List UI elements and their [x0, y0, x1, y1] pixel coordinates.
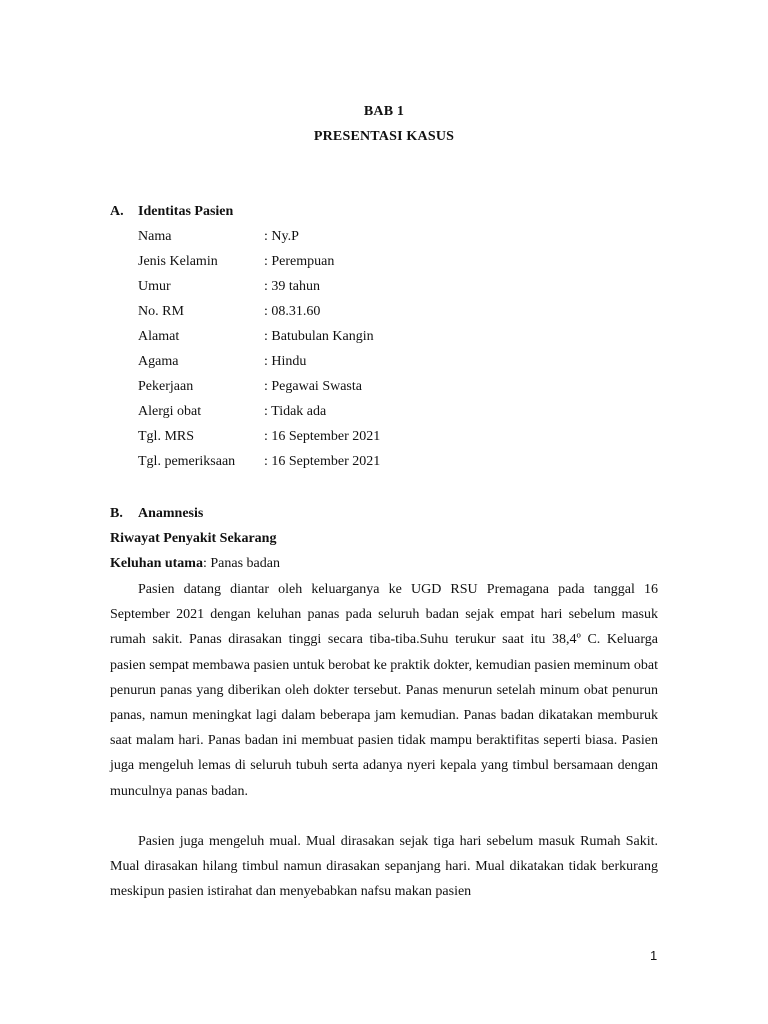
chapter-label: BAB 1	[363, 104, 405, 119]
identity-row-tgl-mrs	[138, 429, 438, 449]
identity-label: Alamat	[138, 329, 180, 344]
identity-row-tgl-pemeriksaan	[138, 454, 438, 474]
identity-label: Jenis Kelamin	[138, 254, 218, 269]
keluhan-label: Keluhan utama	[110, 556, 203, 571]
identity-label: Tgl. pemeriksaan	[138, 454, 236, 469]
page-number: 1	[650, 948, 658, 963]
identity-row-jenis-kelamin	[138, 254, 438, 274]
identity-row-alergi-obat	[138, 404, 438, 424]
identity-value: : Pegawai Swasta	[264, 379, 362, 394]
identity-label: Pekerjaan	[138, 379, 194, 394]
identity-value: : Ny.P	[264, 229, 299, 244]
identity-value: : Hindu	[264, 354, 307, 369]
section-a-title: Identitas Pasien	[138, 204, 234, 219]
identity-value: : 16 September 2021	[264, 454, 381, 469]
identity-row-agama	[138, 354, 438, 374]
identity-value: : Tidak ada	[264, 404, 327, 419]
identity-label: Umur	[138, 279, 171, 294]
section-b-letter: B.	[110, 506, 123, 521]
identity-value: : Perempuan	[264, 254, 335, 269]
identity-label: Tgl. MRS	[138, 429, 195, 444]
identity-row-umur	[138, 279, 438, 299]
identity-row-no-rm	[138, 304, 438, 324]
keluhan-utama-line	[110, 556, 280, 572]
anamnesis-paragraph-1: Pasien datang diantar oleh keluarganya ke UGD RSU Premagana pada tanggal 16 September 2021 dengan keluhan panas pada seluruh badan sejak empat hari sebelum masuk rumah sakit. Panas dirasakan tinggi secara tiba-tiba.Suhu terukur saat itu 38,4º C. Keluarga pasien sempat membawa pasien untuk berobat ke praktik dokter, kemudian pasien meminum obat penurun panas yang diberikan oleh dokter tersebut. Panas menurun setelah minum obat penurun panas, namun meningkat lagi dalam beberapa jam kemudian. Panas badan dikatakan memburuk saat malam hari. Panas badan ini membuat pasien tidak mampu beraktifitas seperti biasa. Pasien juga mengeluh lemas di seluruh tubuh serta adanya nyeri kepala yang timbul bersamaan dengan munculnya panas badan.	[110, 582, 659, 799]
anamnesis-paragraph-2: Pasien juga mengeluh mual. Mual dirasakan sejak tiga hari sebelum masuk Rumah Sakit. Mual dirasakan hilang timbul namun dirasakan sepanjang hari. Mual dikatakan tidak berkurang meskipun pasien istirahat dan menyebabkan nafsu makan pasien	[110, 834, 658, 900]
identity-value: : 08.31.60	[264, 304, 321, 319]
identity-value: : 16 September 2021	[264, 429, 381, 444]
identity-label: Alergi obat	[138, 404, 202, 419]
section-b-title: Anamnesis	[138, 506, 204, 521]
identity-label: Nama	[138, 229, 172, 244]
identity-label: No. RM	[138, 304, 184, 319]
identity-value: : Batubulan Kangin	[264, 329, 374, 344]
section-a-letter: A.	[110, 204, 124, 219]
identity-row-alamat	[138, 329, 438, 349]
section-b-heading	[110, 506, 203, 522]
section-a-heading	[110, 204, 233, 220]
identity-label: Agama	[138, 354, 179, 369]
page-title: PRESENTASI KASUS	[313, 129, 455, 144]
identity-row-pekerjaan	[138, 379, 438, 399]
keluhan-value: : Panas badan	[202, 556, 280, 571]
riwayat-subheading: Riwayat Penyakit Sekarang	[110, 531, 277, 546]
identity-row-nama	[138, 229, 438, 249]
identity-value: : 39 tahun	[264, 279, 320, 294]
